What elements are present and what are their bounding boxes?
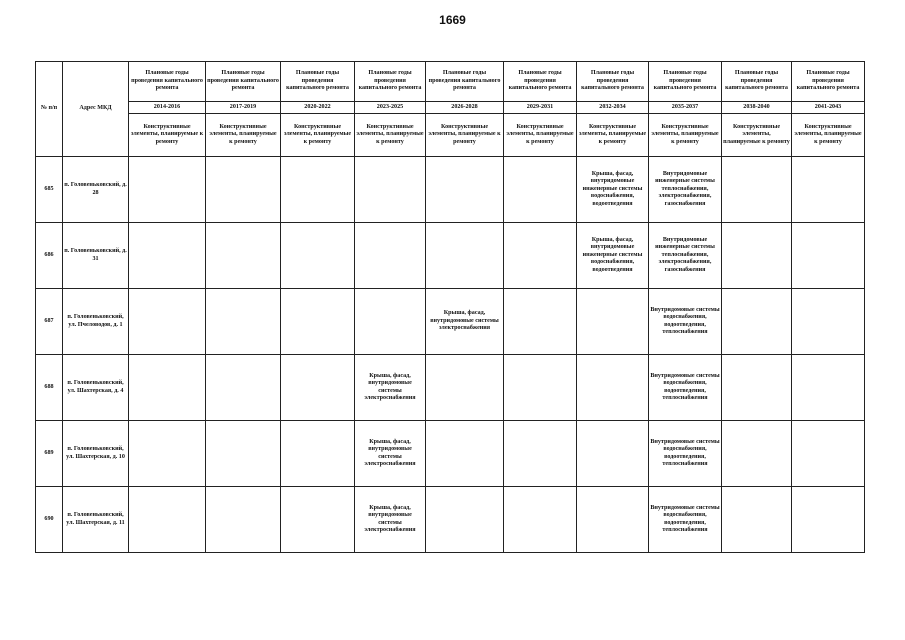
repair-cell: [504, 223, 577, 289]
repair-cell: [206, 421, 281, 487]
repair-cell: [504, 355, 577, 421]
repair-cell: [355, 157, 426, 223]
table-row: [36, 355, 865, 421]
repair-cell: [355, 289, 426, 355]
repair-cell: [129, 421, 206, 487]
elements-header: Конструктивные элементы, планируемые к ремонту: [281, 114, 355, 157]
row-address: п. Головеньковский, ул. Шахтерская, д. 10: [63, 421, 129, 487]
repair-cell: [792, 487, 865, 553]
repair-cell: [281, 487, 355, 553]
repair-cell: Внутридомовые системы водоснабжения, водоотведения, теплоснабжения: [649, 421, 722, 487]
plan-label: Плановые годы проведения капитального ремонта: [577, 62, 649, 102]
period-header: 2014-2016: [129, 102, 206, 114]
elements-header: Конструктивные элементы, планируемые к ремонту: [426, 114, 504, 157]
repair-cell: [281, 223, 355, 289]
repair-cell: [206, 289, 281, 355]
repair-cell: [577, 289, 649, 355]
repair-cell: [206, 157, 281, 223]
repair-cell: [792, 355, 865, 421]
table-row: [36, 223, 865, 289]
repair-cell: Внутридомовые инженерные системы теплоснабжения, электроснабжения, газоснабжения: [649, 223, 722, 289]
repair-cell: Крыша, фасад, внутридомовые инженерные системы водоснабжения, водоотведения: [577, 223, 649, 289]
repair-cell: Крыша, фасад, внутридомовые системы электроснабжения: [355, 487, 426, 553]
row-number: 689: [36, 421, 63, 487]
repair-cell: Внутридомовые системы водоснабжения, водоотведения, теплоснабжения: [649, 355, 722, 421]
repair-cell: [504, 289, 577, 355]
repair-cell: [281, 355, 355, 421]
plan-label: Плановые годы проведения капитального ремонта: [281, 62, 355, 102]
repair-cell: [129, 223, 206, 289]
page-number: 1669: [439, 13, 466, 27]
period-header: 2029-2031: [504, 102, 577, 114]
repair-cell: [281, 289, 355, 355]
repair-cell: [504, 421, 577, 487]
repair-cell: [206, 355, 281, 421]
repair-cell: [722, 157, 792, 223]
repair-cell: [426, 223, 504, 289]
table-row: [36, 157, 865, 223]
capital-repair-table: [35, 61, 865, 553]
elements-header: Конструктивные элементы, планируемые к ремонту: [355, 114, 426, 157]
row-number: 688: [36, 355, 63, 421]
repair-cell: [206, 223, 281, 289]
plan-label: Плановые годы проведения капитального ремонта: [426, 62, 504, 102]
address-header: Адрес МКД: [63, 62, 129, 157]
repair-cell: [426, 421, 504, 487]
repair-cell: Крыша, фасад, внутридомовые инженерные системы водоснабжения, водоотведения: [577, 157, 649, 223]
table-row: [36, 421, 865, 487]
repair-cell: [792, 289, 865, 355]
row-address: п. Головеньковский, д. 31: [63, 223, 129, 289]
repair-cell: [722, 223, 792, 289]
period-header: 2032-2034: [577, 102, 649, 114]
plan-label: Плановые годы проведения капитального ремонта: [355, 62, 426, 102]
plan-label: Плановые годы проведения капитального ремонта: [129, 62, 206, 102]
row-address: п. Головеньковский, ул. Пчеловодов, д. 1: [63, 289, 129, 355]
elements-header: Конструктивные элементы, планируемые к ремонту: [504, 114, 577, 157]
repair-cell: Крыша, фасад, внутридомовые системы электроснабжения: [426, 289, 504, 355]
table-row: [36, 487, 865, 553]
period-header: 2026-2028: [426, 102, 504, 114]
repair-cell: [129, 157, 206, 223]
plan-label: Плановые годы проведения капитального ремонта: [206, 62, 281, 102]
period-header: 2020-2022: [281, 102, 355, 114]
elements-header: Конструктивные элементы, планируемые к ремонту: [129, 114, 206, 157]
repair-cell: [722, 355, 792, 421]
row-number: 685: [36, 157, 63, 223]
period-header: 2017-2019: [206, 102, 281, 114]
repair-cell: [504, 487, 577, 553]
repair-cell: [426, 355, 504, 421]
plan-label: Плановые годы проведения капитального ремонта: [792, 62, 865, 102]
plan-label: Плановые годы проведения капитального ремонта: [649, 62, 722, 102]
header-row-elements: [36, 114, 865, 157]
plan-label: Плановые годы проведения капитального ремонта: [722, 62, 792, 102]
repair-cell: [722, 487, 792, 553]
row-number: 687: [36, 289, 63, 355]
repair-cell: Крыша, фасад, внутридомовые системы электроснабжения: [355, 421, 426, 487]
table-row: [36, 289, 865, 355]
elements-header: Конструктивные элементы, планируемые к ремонту: [792, 114, 865, 157]
repair-cell: [577, 487, 649, 553]
row-number: 690: [36, 487, 63, 553]
repair-cell: [426, 487, 504, 553]
repair-cell: [792, 421, 865, 487]
row-address: п. Головеньковский, д. 28: [63, 157, 129, 223]
num-header: № п/п: [36, 62, 63, 157]
repair-cell: [722, 289, 792, 355]
repair-cell: Крыша, фасад, внутридомовые системы электроснабжения: [355, 355, 426, 421]
repair-cell: [504, 157, 577, 223]
elements-header: Конструктивные элементы, планируемые к ремонту: [206, 114, 281, 157]
row-address: п. Головеньковский, ул. Шахтерская, д. 4: [63, 355, 129, 421]
row-number: 686: [36, 223, 63, 289]
repair-cell: [577, 355, 649, 421]
row-address: п. Головеньковский, ул. Шахтерская, д. 11: [63, 487, 129, 553]
repair-cell: [577, 421, 649, 487]
period-header: 2038-2040: [722, 102, 792, 114]
repair-cell: [129, 487, 206, 553]
repair-cell: [426, 157, 504, 223]
repair-cell: Внутридомовые инженерные системы теплоснабжения, электроснабжения, газоснабжения: [649, 157, 722, 223]
repair-cell: [722, 421, 792, 487]
repair-cell: Внутридомовые системы водоснабжения, водоотведения, теплоснабжения: [649, 487, 722, 553]
repair-cell: [281, 421, 355, 487]
repair-cell: [206, 487, 281, 553]
elements-header: Конструктивные элементы, планируемые к ремонту: [577, 114, 649, 157]
period-header: 2035-2037: [649, 102, 722, 114]
repair-cell: [792, 157, 865, 223]
period-header: 2023-2025: [355, 102, 426, 114]
header-row-plan: [36, 62, 865, 102]
header-row-periods: [36, 102, 865, 114]
plan-label: Плановые годы проведения капитального ремонта: [504, 62, 577, 102]
repair-cell: Внутридомовые системы водоснабжения, водоотведения, теплоснабжения: [649, 289, 722, 355]
period-header: 2041-2043: [792, 102, 865, 114]
repair-cell: [355, 223, 426, 289]
repair-cell: [129, 355, 206, 421]
elements-header: Конструктивные элементы, планируемые к ремонту: [649, 114, 722, 157]
repair-cell: [129, 289, 206, 355]
repair-cell: [281, 157, 355, 223]
elements-header: Конструктивные элементы, планируемые к ремонту: [722, 114, 792, 157]
repair-cell: [792, 223, 865, 289]
